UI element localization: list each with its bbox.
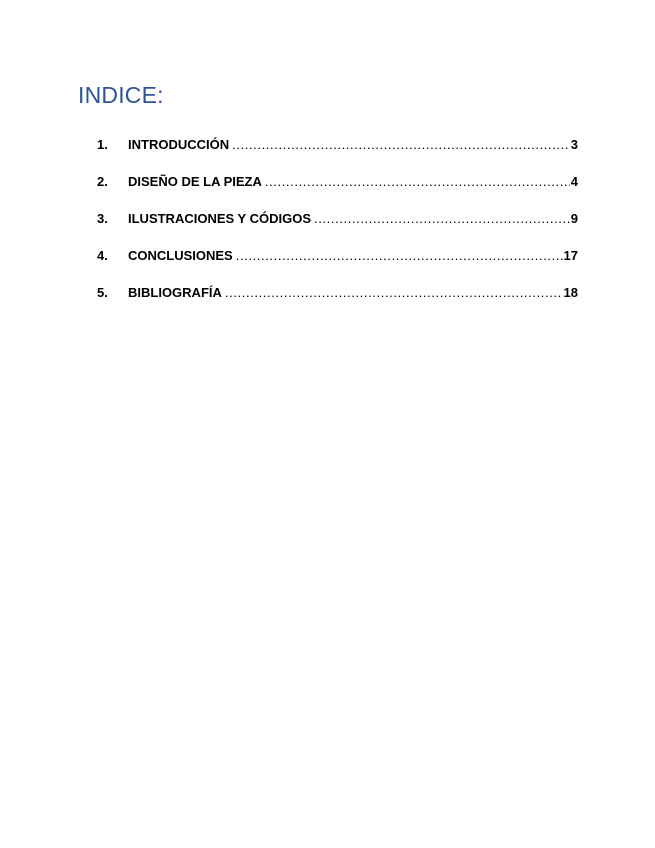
toc-entry-page: 4 [570, 174, 578, 189]
toc-entry-number: 1. [97, 137, 108, 152]
toc-heading: INDICE: [78, 82, 164, 108]
toc-entry-title: BIBLIOGRAFÍA [128, 285, 222, 300]
toc-entry-ilustraciones-y-codigos[interactable] [97, 208, 578, 245]
toc-dot-leader [225, 282, 563, 304]
toc-entry-conclusiones[interactable] [97, 245, 578, 282]
toc-entry-page: 17 [563, 248, 578, 263]
toc-entry-number: 2. [97, 174, 108, 189]
toc-dot-leader [236, 245, 563, 267]
toc-entry-title: CONCLUSIONES [128, 248, 233, 263]
toc-entry-page: 18 [563, 285, 578, 300]
toc-entry-title: INTRODUCCIÓN [128, 137, 230, 152]
toc-entry-page: 3 [570, 137, 578, 152]
toc-entry-page: 9 [570, 211, 578, 226]
toc-dot-leader [314, 208, 570, 230]
toc-entry-title: ILUSTRACIONES Y CÓDIGOS [128, 211, 311, 226]
toc-entry-introduccion[interactable] [97, 134, 578, 171]
toc-dot-leader [232, 134, 570, 156]
toc-entry-bibliografia[interactable] [97, 282, 578, 319]
toc-entry-number: 3. [97, 211, 108, 226]
toc-entry-title: DISEÑO DE LA PIEZA [128, 174, 262, 189]
toc-entry-number: 5. [97, 285, 108, 300]
toc-dot-leader [265, 171, 570, 193]
toc-entry-diseno-de-la-pieza[interactable] [97, 171, 578, 208]
toc-entry-number: 4. [97, 248, 108, 263]
table-of-contents [97, 134, 578, 319]
